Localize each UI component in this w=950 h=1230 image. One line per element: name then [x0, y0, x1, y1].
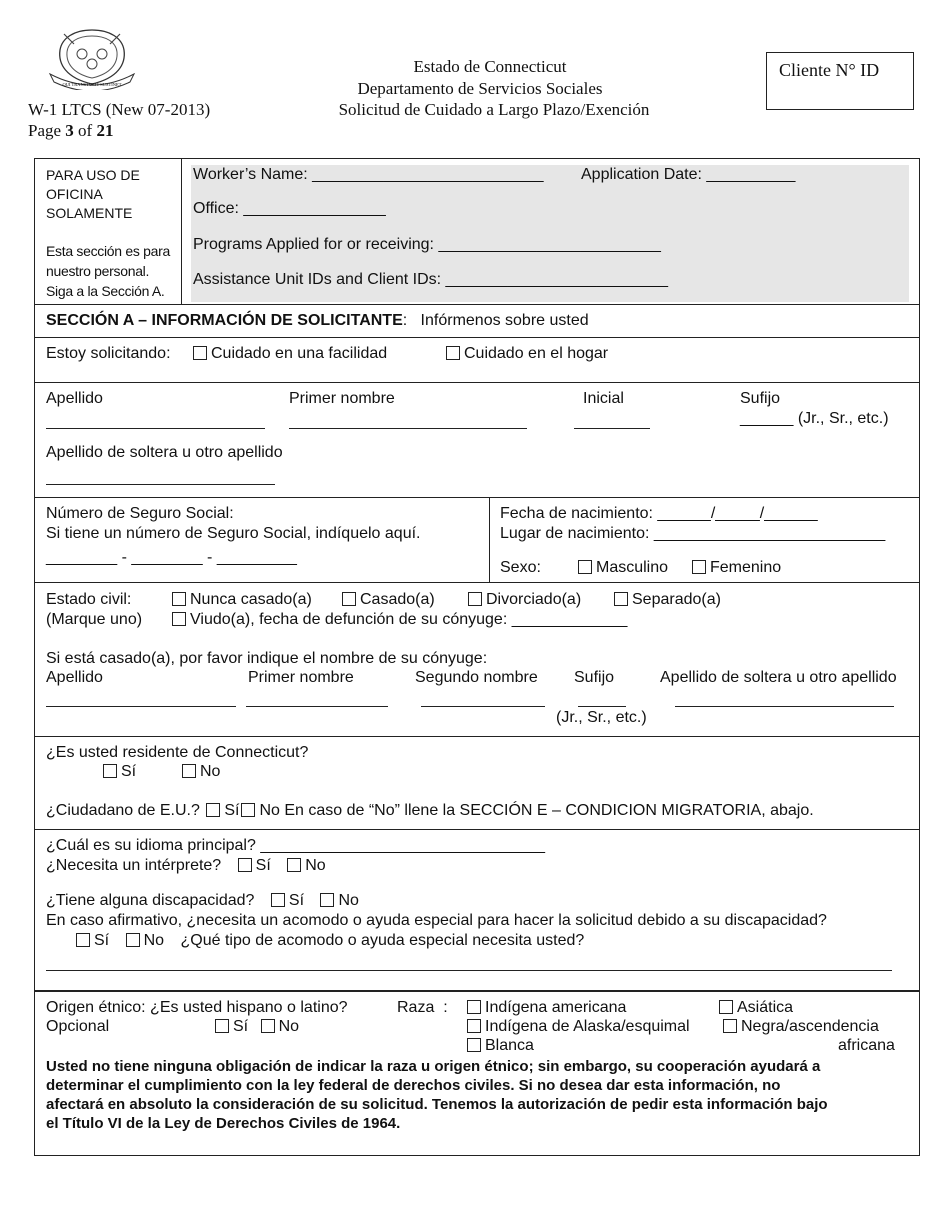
accommodation-row	[76, 932, 584, 950]
marital-married-option[interactable]	[342, 591, 435, 609]
accommodation-yes-label: Sí	[94, 932, 110, 949]
marital-divorced-label: Divorciado(a)	[486, 591, 582, 608]
worker-name-field[interactable]: Worker’s Name: __________________________	[193, 166, 544, 183]
divider	[34, 582, 920, 583]
applying-label: Estoy solicitando:	[46, 345, 171, 362]
citizen-yes-label: Sí	[224, 802, 240, 819]
marital-never-option[interactable]	[172, 591, 312, 609]
ethnicity-optional: Opcional	[46, 1018, 110, 1035]
race-alaska-native-option[interactable]	[467, 1018, 690, 1036]
disability-row	[46, 892, 359, 910]
accommodation-type-line[interactable]	[46, 970, 892, 971]
suffix-field[interactable]: ______ (Jr., Sr., etc.)	[740, 410, 889, 427]
resident-yes-option[interactable]	[103, 763, 136, 781]
sex-male-label: Masculino	[596, 559, 669, 576]
accommodation-type-question: ¿Qué tipo de acomodo o ayuda especial necesita usted?	[180, 932, 585, 949]
divider-thick	[34, 990, 920, 992]
citizen-no-note: No En caso de “No” llene la SECCIÓN E – CONDICION MIGRATORIA, abajo.	[259, 802, 814, 819]
ssn-field[interactable]: ________ - ________ - _________	[46, 549, 297, 566]
form-title: Solicitud de Cuidado a Largo Plazo/Exención	[338, 100, 650, 119]
page-number: 3	[65, 121, 74, 140]
race-black-label-cont: africana	[838, 1037, 895, 1054]
sex-female-checkbox[interactable]	[692, 560, 706, 574]
spouse-maiden-line[interactable]	[675, 706, 894, 707]
disability-no-checkbox[interactable]	[320, 893, 334, 907]
first-name-line[interactable]	[289, 428, 527, 429]
spouse-suffix-label: Sufijo	[574, 669, 615, 686]
race-alaska-native-label: Indígena de Alaska/esquimal	[485, 1018, 690, 1035]
office-note-line-1: Esta sección es para	[46, 243, 170, 259]
race-asian-checkbox[interactable]	[719, 1000, 733, 1014]
accommodation-yes-checkbox[interactable]	[76, 933, 90, 947]
care-facility-option[interactable]	[193, 345, 387, 363]
ssn-label: Número de Seguro Social:	[46, 505, 234, 522]
state-seal	[44, 26, 140, 90]
marital-separated-checkbox[interactable]	[614, 592, 628, 606]
marital-widowed-checkbox[interactable]	[172, 612, 186, 626]
marital-divorced-checkbox[interactable]	[468, 592, 482, 606]
page-of: of	[78, 121, 93, 140]
maiden-name-line[interactable]	[46, 484, 275, 485]
disability-yes-checkbox[interactable]	[271, 893, 285, 907]
marital-mark-one: (Marque uno)	[46, 611, 143, 628]
resident-yes-label: Sí	[121, 763, 137, 780]
ssn-divider	[489, 498, 490, 582]
resident-no-option[interactable]	[182, 763, 220, 781]
interpreter-no-label: No	[305, 857, 326, 874]
disability-question: ¿Tiene alguna discapacidad?	[46, 892, 255, 909]
disclaimer-line-1: Usted no tiene ninguna obligación de indicar la raza u origen étnico; sin embargo, su cooperación ayudará a	[46, 1058, 821, 1075]
citizen-yes-checkbox[interactable]	[206, 803, 220, 817]
marital-separated-option[interactable]	[614, 591, 721, 609]
race-black-checkbox[interactable]	[723, 1019, 737, 1033]
disability-no-label: No	[338, 892, 359, 909]
accommodation-no-checkbox[interactable]	[126, 933, 140, 947]
page-total: 21	[96, 121, 114, 140]
marital-widowed-option[interactable]	[172, 611, 627, 629]
race-black-label: Negra/ascendencia	[741, 1018, 879, 1035]
sex-female-label: Femenino	[710, 559, 782, 576]
race-white-option[interactable]	[467, 1037, 534, 1055]
race-label-colon: :	[443, 999, 448, 1016]
marital-divorced-option[interactable]	[468, 591, 581, 609]
form-code: W-1 LTCS (New 07-2013)	[28, 100, 211, 119]
interpreter-yes-label: Sí	[255, 857, 271, 874]
sex-label: Sexo:	[500, 559, 541, 576]
seal-motto: QUI TRANSTULIT SUSTINET	[62, 82, 122, 87]
section-a-heading	[46, 312, 589, 330]
sex-male-checkbox[interactable]	[578, 560, 592, 574]
assistance-ids-field[interactable]: Assistance Unit IDs and Client IDs: _________________________	[193, 271, 668, 288]
race-american-indian-checkbox[interactable]	[467, 1000, 481, 1014]
spouse-last-label: Apellido	[46, 669, 103, 686]
office-divider	[181, 159, 182, 304]
divider	[34, 829, 920, 830]
office-note-line-3: Siga a la Sección A.	[46, 283, 165, 299]
race-asian-option[interactable]	[719, 999, 793, 1017]
disclaimer-line-3: afectará en absoluto la consideración de su solicitud. Tenemos la autorización de pedir esta información bajo	[46, 1096, 828, 1113]
accommodation-question: En caso afirmativo, ¿necesita un acomodo o ayuda especial para hacer la solicitud debido a su discapacidad?	[46, 912, 827, 929]
office-field[interactable]: Office: ________________	[193, 200, 386, 217]
resident-question: ¿Es usted residente de Connecticut?	[46, 744, 309, 761]
section-a-colon: :	[402, 312, 408, 329]
spouse-suffix-line[interactable]	[578, 706, 626, 707]
office-label-line-3: SOLAMENTE	[46, 205, 133, 221]
pob-field[interactable]: Lugar de nacimiento: __________________________	[500, 525, 886, 542]
care-home-checkbox[interactable]	[446, 346, 460, 360]
office-label-line-2: OFICINA	[46, 186, 103, 202]
office-note-line-2: nuestro personal.	[46, 263, 150, 279]
sex-male-option[interactable]	[578, 559, 668, 577]
disability-yes-label: Sí	[288, 892, 305, 909]
office-use-note	[46, 241, 170, 301]
last-name-line[interactable]	[46, 428, 265, 429]
client-id-label: Cliente N° ID	[779, 60, 880, 80]
hispanic-yes-label: Sí	[233, 1018, 249, 1035]
spouse-maiden-label: Apellido de soltera u otro apellido	[660, 669, 897, 686]
interpreter-row	[46, 857, 326, 875]
suffix-label: Sufijo	[740, 390, 781, 407]
citizen-no-checkbox[interactable]	[241, 803, 255, 817]
marital-married-checkbox[interactable]	[342, 592, 356, 606]
marital-never-label: Nunca casado(a)	[190, 591, 312, 608]
marital-label: Estado civil:	[46, 591, 132, 608]
citizen-row	[46, 802, 814, 820]
programs-field[interactable]: Programs Applied for or receiving: _________________________	[193, 236, 661, 253]
care-home-label: Cuidado en el hogar	[464, 345, 609, 362]
last-name-label: Apellido	[46, 390, 103, 407]
divider	[34, 337, 920, 338]
interpreter-yes-checkbox[interactable]	[238, 858, 252, 872]
ethnicity-disclaimer	[46, 1057, 828, 1133]
marital-widowed-label: Viudo(a), fecha de defunción de su cónyuge: _____________	[190, 611, 628, 628]
initial-line[interactable]	[574, 428, 650, 429]
spouse-first-label: Primer nombre	[248, 669, 354, 686]
spouse-last-line[interactable]	[46, 706, 236, 707]
race-american-indian-label: Indígena americana	[485, 999, 627, 1016]
spouse-middle-label: Segundo nombre	[415, 669, 538, 686]
ssn-hint: Si tiene un número de Seguro Social, indíquelo aquí.	[46, 525, 421, 542]
accommodation-no-label: No	[143, 932, 165, 949]
spouse-first-line[interactable]	[246, 706, 388, 707]
race-alaska-native-checkbox[interactable]	[467, 1019, 481, 1033]
section-a-subtitle: Infórmenos sobre usted	[420, 312, 589, 329]
hispanic-no-label: No	[278, 1018, 300, 1035]
page-label: Page	[28, 121, 62, 140]
spouse-prompt: Si está casado(a), por favor indique el nombre de su cónyuge:	[46, 650, 488, 667]
maiden-name-label: Apellido de soltera u otro apellido	[46, 444, 283, 461]
marital-separated-label: Separado(a)	[632, 591, 721, 608]
race-white-label: Blanca	[485, 1037, 534, 1054]
divider	[34, 497, 920, 498]
race-label-text: Raza	[397, 999, 435, 1016]
client-id-box[interactable]	[766, 52, 914, 110]
marital-never-checkbox[interactable]	[172, 592, 186, 606]
interpreter-question: ¿Necesita un intérprete?	[46, 857, 222, 874]
care-facility-checkbox[interactable]	[193, 346, 207, 360]
resident-yes-checkbox[interactable]	[103, 764, 117, 778]
resident-no-label: No	[200, 763, 221, 780]
citizen-question: ¿Ciudadano de E.U.?	[46, 802, 200, 819]
office-use-label	[46, 166, 140, 223]
race-white-checkbox[interactable]	[467, 1038, 481, 1052]
hispanic-no-checkbox[interactable]	[261, 1019, 275, 1033]
care-home-option[interactable]	[446, 345, 608, 363]
disclaimer-line-2: determinar el cumplimiento con la ley federal de derechos civiles. Si no desea dar esta información, no	[46, 1077, 781, 1094]
office-label-line-1: PARA USO DE	[46, 167, 140, 183]
spouse-suffix-hint: (Jr., Sr., etc.)	[556, 709, 647, 726]
section-a-title: SECCIÓN A – INFORMACIÓN DE SOLICITANTE	[46, 312, 403, 329]
race-black-option[interactable]	[723, 1018, 879, 1036]
divider	[34, 304, 920, 305]
page-indicator	[28, 121, 113, 141]
spouse-middle-line[interactable]	[421, 706, 545, 707]
dob-field[interactable]: Fecha de nacimiento: ______/_____/______	[500, 505, 818, 522]
hispanic-yes-checkbox[interactable]	[215, 1019, 229, 1033]
application-date-field[interactable]: Application Date: __________	[581, 166, 796, 183]
race-label	[397, 999, 448, 1017]
divider	[34, 382, 920, 383]
sex-female-option[interactable]	[692, 559, 781, 577]
race-asian-label: Asiática	[737, 999, 794, 1016]
hispanic-options	[215, 1018, 299, 1036]
race-american-indian-option[interactable]	[467, 999, 626, 1017]
interpreter-no-checkbox[interactable]	[287, 858, 301, 872]
primary-language-field[interactable]: ¿Cuál es su idioma principal? ________________________________	[46, 837, 546, 854]
disclaimer-line-4: el Título VI de la Ley de Derechos Civiles de 1964.	[46, 1115, 401, 1132]
department-name: Departamento de Servicios Sociales	[357, 79, 603, 98]
initial-label: Inicial	[583, 390, 624, 407]
seal-icon	[44, 26, 140, 90]
first-name-label: Primer nombre	[289, 390, 395, 407]
ethnicity-question: Origen étnico: ¿Es usted hispano o latino?	[46, 999, 348, 1016]
divider	[34, 736, 920, 737]
resident-no-checkbox[interactable]	[182, 764, 196, 778]
marital-married-label: Casado(a)	[360, 591, 435, 608]
care-facility-label: Cuidado en una facilidad	[211, 345, 388, 362]
state-name: Estado de Connecticut	[413, 57, 567, 76]
